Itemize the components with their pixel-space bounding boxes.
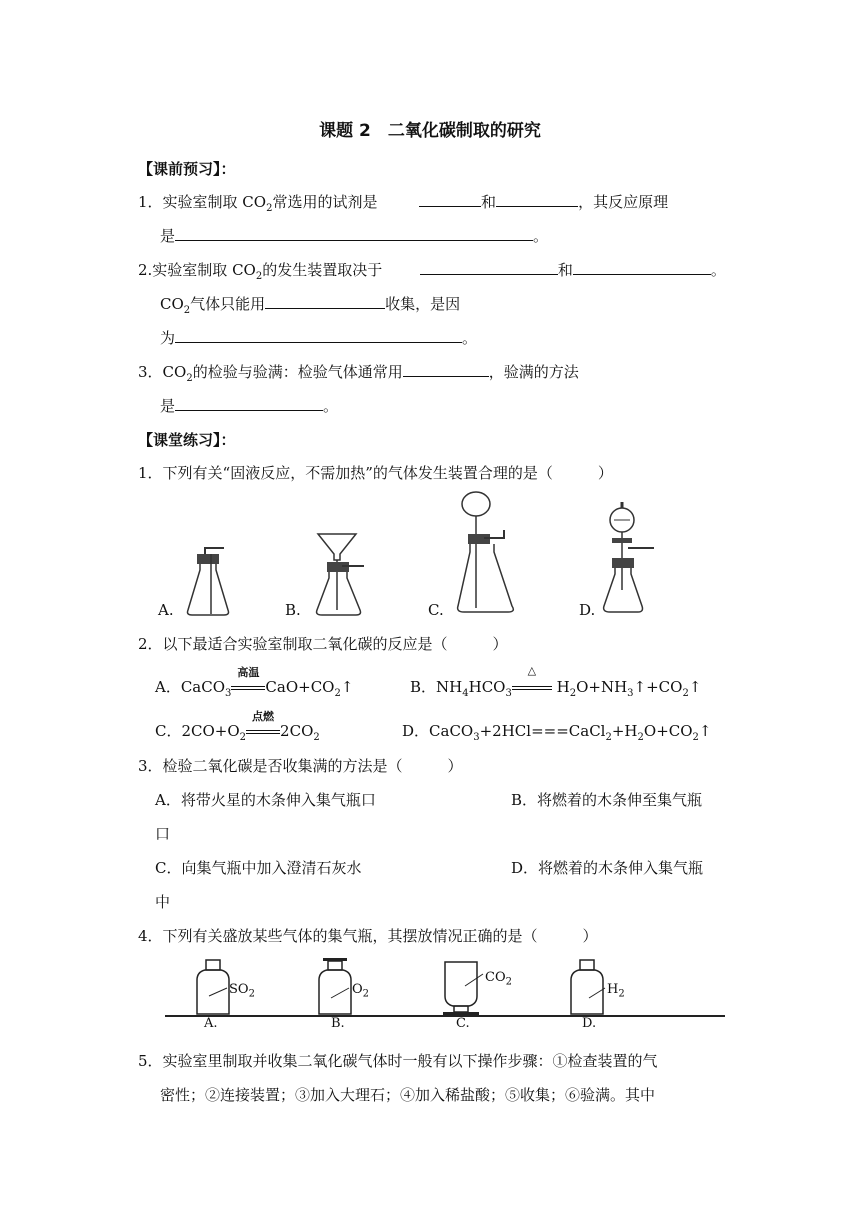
q3-option-a: A．将带火星的木条伸入集气瓶口: [155, 791, 376, 809]
practice-q2: 2．以下最适合实验室制取二氧化碳的反应是（ ）: [138, 635, 508, 653]
gas-label-c: $CO_2$: [485, 970, 512, 988]
bottle-option-b: B.: [331, 1016, 345, 1031]
apparatus-b-label: B.: [285, 601, 301, 619]
bottle-d: [571, 960, 605, 1014]
blank-reaction[interactable]: [175, 226, 533, 241]
bottle-option-a: A.: [204, 1016, 218, 1031]
q3-option-d: D．将燃着的木条伸入集气瓶: [511, 859, 704, 877]
blank-factor-2[interactable]: [573, 260, 711, 275]
blank-reason[interactable]: [175, 328, 462, 343]
bottle-option-d: D.: [582, 1016, 597, 1031]
preview-q1-line1: 1．实验室制取 $CO_2$常选用的试剂是 和 ，其反应原理: [138, 193, 669, 214]
bottle-a: [197, 960, 229, 1014]
gas-label-d: $H_2$: [607, 982, 625, 1000]
blank-factor-1[interactable]: [420, 260, 558, 275]
q2-option-a: A．CaCO$_3$ 高温 $CaO+CO_2↑$: [155, 666, 354, 699]
preview-q2-line1: 2.实验室制取 $CO_2$的发生装置取决于 和 。: [138, 261, 726, 282]
apparatus-d-label: D.: [579, 601, 596, 619]
preview-q2-line3: 为 。: [160, 329, 478, 347]
q2-option-b: B．$NH_4HCO_3$ △ $H_2O+NH_3↑+CO_2↑$: [410, 664, 702, 699]
q3-option-d-cont: 中: [155, 893, 171, 911]
preview-header: 【课前预习】：: [138, 160, 236, 178]
practice-q5-line2: 密性；②连接装置；③加入大理石；④加入稀盐酸；⑤收集；⑥验满。其中: [160, 1086, 656, 1104]
preview-q2-line2: $CO_2$气体只能用 收集，是因: [160, 295, 461, 316]
apparatus-b-figure: [312, 530, 382, 620]
apparatus-a-figure: [180, 540, 240, 620]
preview-q1-line2: 是 。: [160, 227, 549, 245]
q2-option-c: C．$2CO+O_2$ 点燃 $2CO_2$: [155, 710, 320, 743]
practice-q3: 3．检验二氧化碳是否收集满的方法是（ ）: [138, 757, 463, 775]
apparatus-d-figure: [600, 498, 680, 620]
q3-option-b-cont: 口: [155, 825, 171, 843]
gas-label-a: $SO_2$: [229, 982, 255, 1000]
bottle-c: [443, 962, 483, 1016]
practice-q5-line1: 5．实验室里制取并收集二氧化碳气体时一般有以下操作步骤：①检查装置的气: [138, 1052, 658, 1070]
blank-test[interactable]: [403, 362, 489, 377]
practice-q1: 1．下列有关“固液反应，不需加热”的气体发生装置合理的是（ ）: [138, 464, 613, 482]
apparatus-c-label: C.: [428, 601, 444, 619]
apparatus-c-figure: [452, 490, 532, 620]
blank-collect[interactable]: [265, 294, 385, 309]
bottle-b: [319, 958, 351, 1014]
preview-q3-line1: 3．$CO_2$的检验与验满：检验气体通常用 ，验满的方法: [138, 363, 579, 384]
practice-q4: 4．下列有关盛放某些气体的集气瓶，其摆放情况正确的是（ ）: [138, 927, 598, 945]
blank-full-method[interactable]: [175, 396, 323, 411]
gas-label-b: $O_2$: [352, 982, 370, 1000]
q3-option-b: B．将燃着的木条伸至集气瓶: [511, 791, 703, 809]
blank-reagent-2[interactable]: [496, 192, 578, 207]
q2-option-d: D．$CaCO_3+2HCl===CaCl_2+H_2O+CO_2↑$: [402, 722, 712, 743]
blank-reagent-1[interactable]: [419, 192, 481, 207]
preview-q3-line2: 是 。: [160, 397, 339, 415]
apparatus-a-label: A.: [158, 601, 174, 619]
q3-option-c: C．向集气瓶中加入澄清石灰水: [155, 859, 362, 877]
practice-header: 【课堂练习】：: [138, 431, 236, 449]
bottle-option-c: C.: [456, 1016, 470, 1031]
page-title: 课题 2 二氧化碳制取的研究: [319, 121, 541, 141]
